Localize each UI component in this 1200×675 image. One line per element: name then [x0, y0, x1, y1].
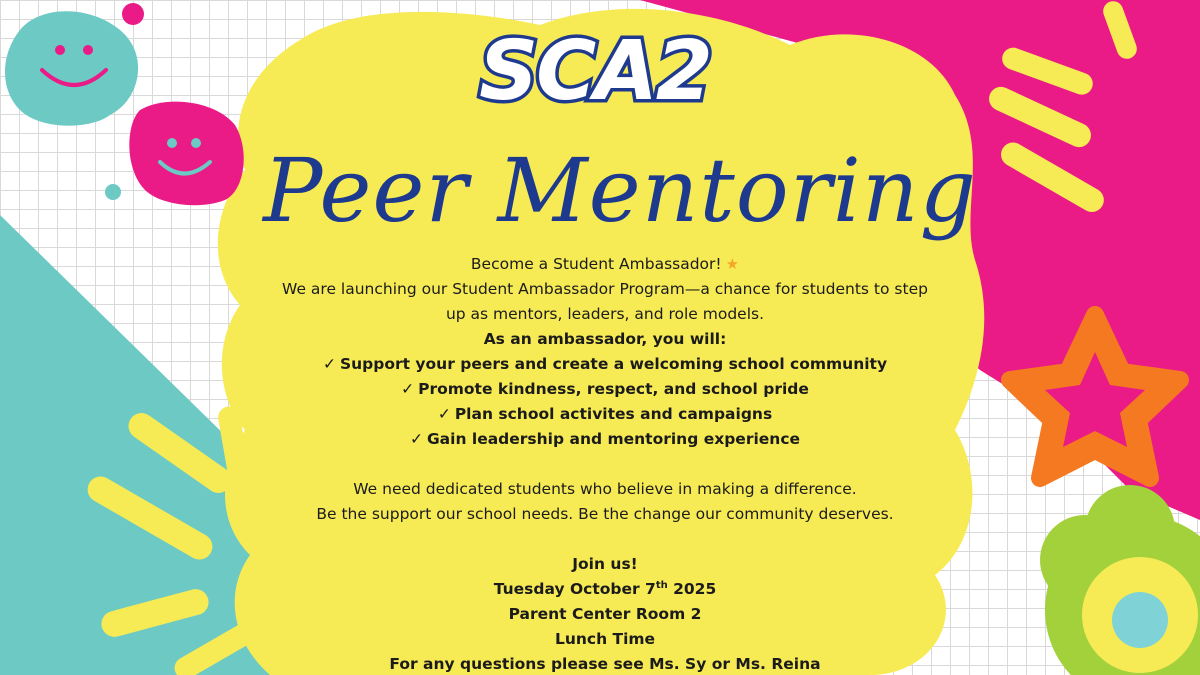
flyer-body: [230, 252, 980, 675]
check-circle-icon: ✓: [322, 355, 336, 373]
spacer: [230, 452, 980, 477]
event-location: Parent Center Room 2: [508, 605, 702, 623]
event-date-suffix: th: [655, 579, 668, 591]
appeal-text-1: We need dedicated students who believe in making a difference.: [353, 480, 857, 498]
intro-text-1: We are launching our Student Ambassador Program—a chance for students to step: [282, 280, 928, 298]
duty-text: Plan school activites and campaigns: [454, 405, 773, 423]
event-contact: For any questions please see Ms. Sy or Ms. Reina: [389, 655, 821, 673]
pink-smiley-icon: [129, 102, 243, 206]
duty-item: [230, 352, 980, 377]
event-date-main: Tuesday October 7: [493, 580, 656, 598]
page-title: Peer Mentoring: [263, 139, 977, 242]
teal-dot: [105, 184, 121, 200]
pink-dot: [122, 3, 144, 25]
intro-line: [230, 252, 980, 277]
check-circle-icon: ✓: [437, 405, 451, 423]
check-circle-icon: ✓: [401, 380, 415, 398]
star-icon: ★: [725, 255, 740, 273]
sca2-logo: SCA2: [479, 24, 711, 119]
event-year: 2025: [667, 580, 717, 598]
duty-item: [230, 427, 980, 452]
intro-text-2: up as mentors, leaders, and role models.: [445, 305, 765, 323]
teal-smiley-icon: [5, 11, 138, 125]
spacer: [230, 527, 980, 552]
duty-text: Promote kindness, respect, and school pride: [418, 380, 809, 398]
green-flower-icon: [1040, 485, 1200, 675]
check-circle-icon: ✓: [409, 430, 423, 448]
event-time: Lunch Time: [554, 630, 656, 648]
duty-item: [230, 377, 980, 402]
event-date: [230, 577, 980, 602]
intro-headline: Become a Student Ambassador!: [470, 255, 722, 273]
duty-text: Support your peers and create a welcoming school community: [339, 355, 888, 373]
appeal-text-2: Be the support our school needs. Be the change our community deserves.: [316, 505, 894, 523]
duty-text: Gain leadership and mentoring experience: [426, 430, 801, 448]
duty-item: [230, 402, 980, 427]
join-heading: Join us!: [572, 555, 638, 573]
duties-heading: As an ambassador, you will:: [483, 330, 727, 348]
